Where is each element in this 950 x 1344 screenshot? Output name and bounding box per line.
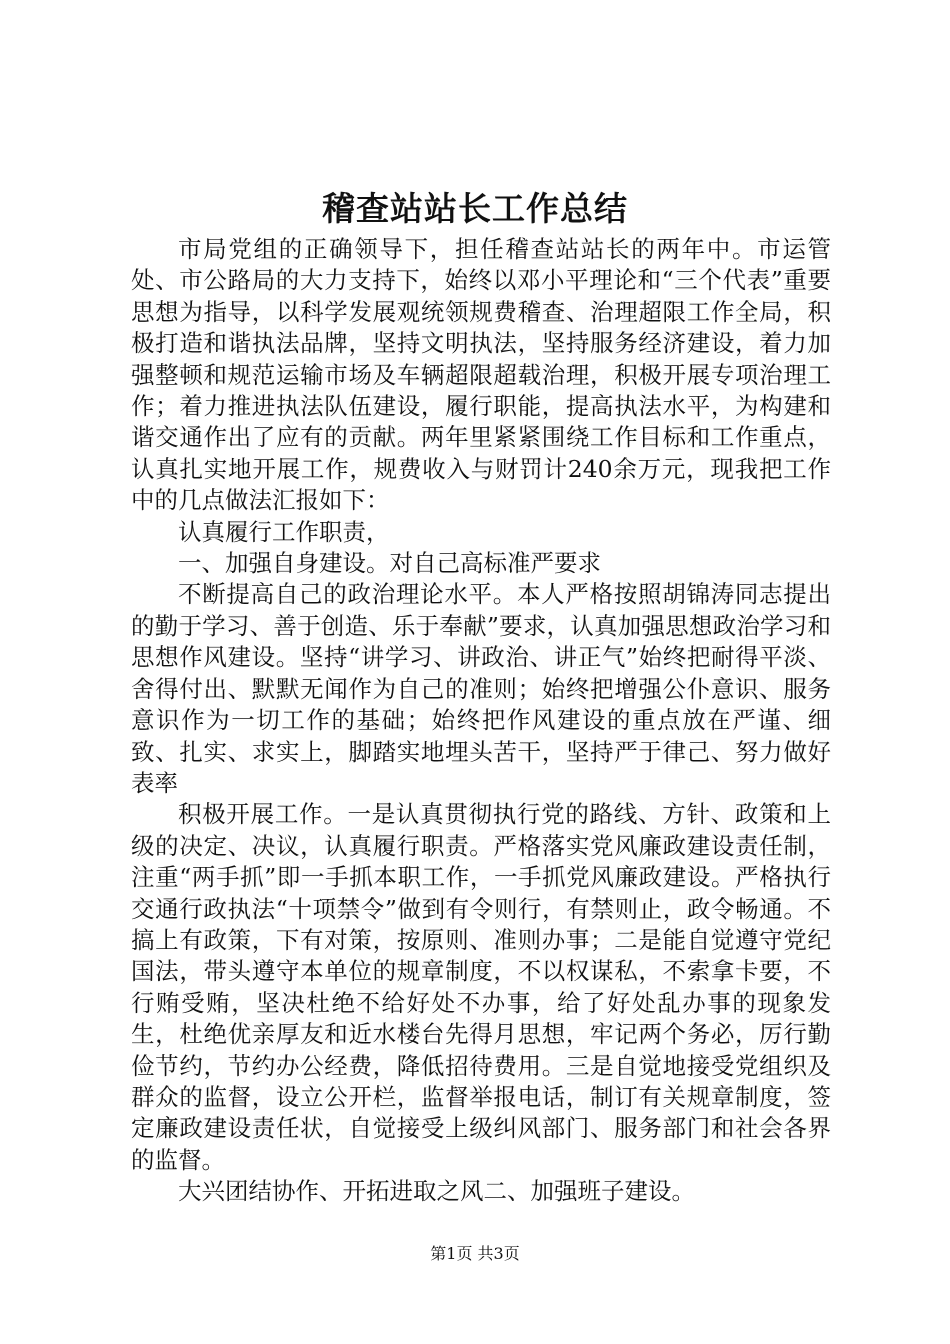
section-heading-self-building: 一、加强自身建设。对自己高标准严要求 bbox=[178, 549, 601, 578]
paragraph-duty-heading: 认真履行工作职责， bbox=[178, 517, 390, 546]
document-body bbox=[131, 234, 831, 1208]
paragraph-work-practice: 积极开展工作。一是认真贯彻执行党的路线、方针、政策和上级的决定、决议，认真履行职责。严格落实党风廉政建设责任制，注重“两手抓”即一手抓本职工作，一手抓党风廉政建设。严格执行交通行政执法“十项禁令”做到有令则行，有禁则止，政令畅通。不搞上有政策，下有对策，按原则、准则办事；二是能自觉遵守党纪国法，带头遵守本单位的规章制度，不以权谋私，不索拿卡要，不行贿受贿，坚决杜绝不给好处不办事，给了好处乱办事的现象发生，杜绝优亲厚友和近水楼台先得月思想，牢记两个务必，厉行勤俭节约，节约办公经费，降低招待费用。三是自觉地接受党组织及群众的监督，设立公开栏，监督举报电话，制订有关规章制度，签定廉政建设责任状，自觉接受上级纠风部门、服务部门和社会各界的监督。 bbox=[131, 800, 831, 1174]
paragraph-political-theory: 不断提高自己的政治理论水平。本人严格按照胡锦涛同志提出的勤于学习、善于创造、乐于奉献”要求，认真加强思想政治学习和思想作风建设。坚持“讲学习、讲政治、讲正气”始终把耐得平淡、舍得付出、默默无闻作为自己的准则；始终把增强公仆意识、服务意识作为一切工作的基础；始终把作风建设的重点放在严谨、细致、扎实、求实上，脚踏实地埋头苦干，坚持严于律己、努力做好表率 bbox=[131, 580, 831, 797]
document-title: 稽查站站长工作总结 bbox=[322, 189, 628, 228]
paragraph-team-building: 大兴团结协作、开拓进取之风二、加强班子建设。 bbox=[178, 1177, 695, 1206]
page-number-footer: 第1页 共3页 bbox=[430, 1244, 520, 1263]
paragraph-intro: 市局党组的正确领导下，担任稽查站站长的两年中。市运管处、市公路局的大力支持下，始终以邓小平理论和“三个代表”重要思想为指导，以科学发展观统领规费稽查、治理超限工作全局，积极打造和谐执法品牌，坚持文明执法，坚持服务经济建设，着力加强整顿和规范运输市场及车辆超限超载治理，积极开展专项治理工作；着力推进执法队伍建设，履行职能，提高执法水平，为构建和谐交通作出了应有的贡献。两年里紧紧围绕工作目标和工作重点，认真扎实地开展工作，规费收入与财罚计240余万元，现我把工作中的几点做法汇报如下： bbox=[131, 235, 831, 515]
